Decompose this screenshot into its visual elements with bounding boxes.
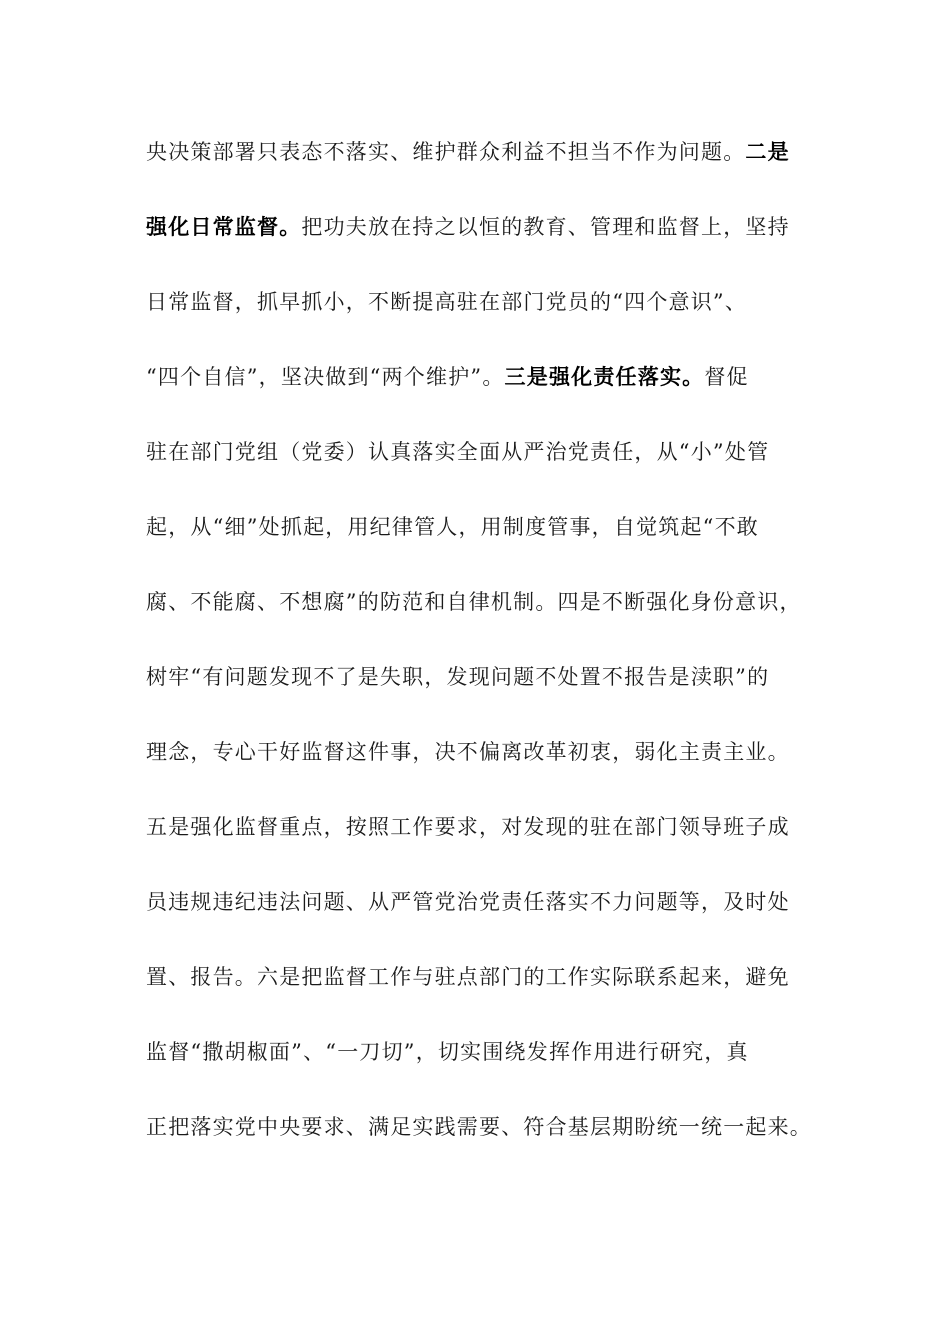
text-run: “四个自信”，坚决做到“两个维护”。 [146,365,505,389]
text-run: 员违规违纪违法问题、从严管党治党责任落实不力问题等，及时处 [146,890,790,914]
text-line [146,805,806,880]
text-line [146,730,806,805]
text-line [146,205,806,280]
text-line [146,430,806,505]
text-line [146,955,806,1030]
bold-heading-run: 三是强化责任落实。 [504,364,705,389]
text-run: 正把落实党中央要求、满足实践需要、符合基层期盼统一统一起来。 [146,1115,812,1139]
text-line [146,130,806,205]
text-run: 起，从“细”处抓起，用纪律管人，用制度管事，自觉筑起“不敢 [146,515,760,539]
text-line [146,655,806,730]
text-run: 树牢“有问题发现不了是失职，发现问题不处置不报告是渎职”的 [146,665,770,689]
text-run: 驻在部门党组（党委）认真落实全面从严治党责任，从“小”处管 [146,440,770,464]
text-line [146,1105,812,1180]
text-run: 监督“撒胡椒面”、“一刀切”，切实围绕发挥作用进行研究，真 [146,1040,749,1064]
text-line [146,580,806,655]
text-line [146,1030,806,1105]
text-run: 腐、不能腐、不想腐”的防范和自律机制。四是不断强化身份意识， [146,590,802,614]
body-paragraph [146,130,812,1180]
text-run: 置、报告。六是把监督工作与驻点部门的工作实际联系起来，避免 [146,965,790,989]
text-run: 理念，专心干好监督这件事，决不偏离改革初衷，弱化主责主业。 [146,740,790,764]
text-line [146,355,806,430]
text-line [146,880,806,955]
bold-heading-run: 强化日常监督。 [146,214,302,239]
text-run: 把功夫放在持之以恒的教育、管理和监督上，坚持 [301,215,790,239]
bold-heading-run: 二是 [745,139,790,164]
text-line [146,280,806,355]
text-run: 五是强化监督重点，按照工作要求，对发现的驻在部门领导班子成 [146,815,790,839]
text-run: 督促 [704,365,749,389]
text-run: 央决策部署只表态不落实、维护群众利益不担当不作为问题。 [146,140,746,164]
text-run: 日常监督，抓早抓小，不断提高驻在部门党员的“四个意识”、 [146,290,748,314]
text-line [146,505,806,580]
